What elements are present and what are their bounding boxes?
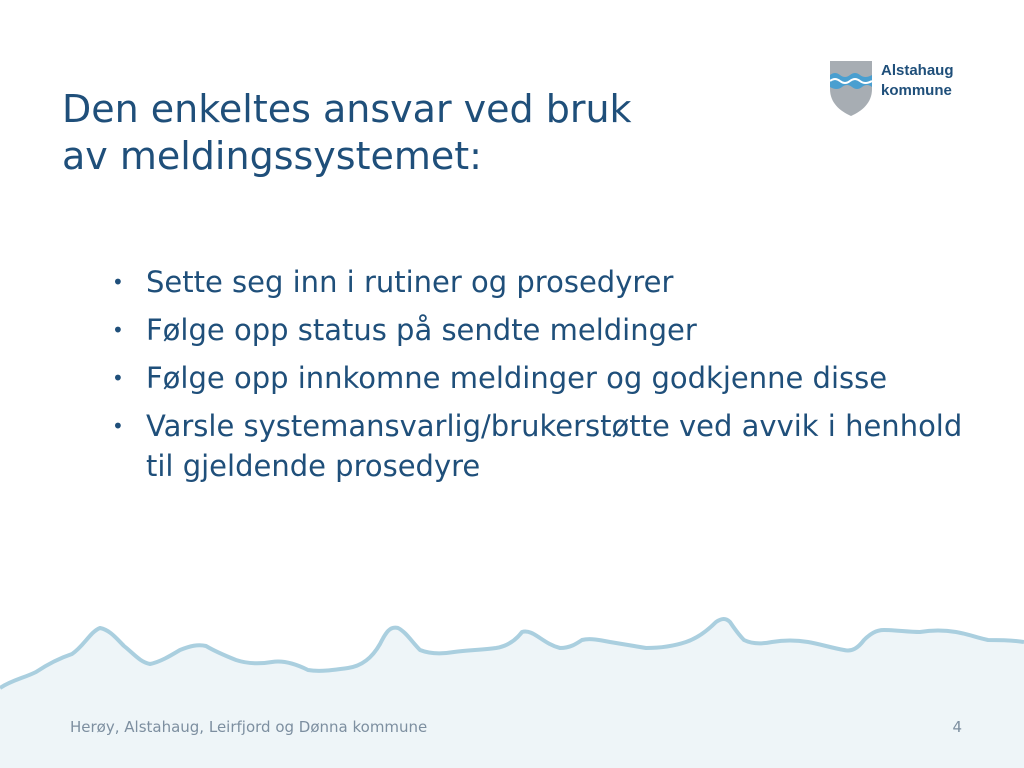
logo-text-line-1: Alstahaug bbox=[881, 62, 954, 79]
mountain-silhouette-decoration bbox=[0, 600, 1024, 768]
page-number: 4 bbox=[952, 718, 962, 736]
bullet-marker: • bbox=[112, 318, 124, 342]
logo-text bbox=[881, 61, 954, 101]
slide-title bbox=[62, 86, 632, 180]
municipality-logo bbox=[828, 59, 978, 119]
bullet-marker: • bbox=[112, 414, 124, 438]
logo-text-line-2: kommune bbox=[881, 82, 952, 99]
slide-title-line-1: Den enkeltes ansvar ved bruk bbox=[62, 87, 632, 131]
bullet-item bbox=[112, 406, 972, 486]
bullet-marker: • bbox=[112, 366, 124, 390]
bullet-item bbox=[112, 358, 972, 398]
footer-text: Herøy, Alstahaug, Leirfjord og Dønna kommune bbox=[70, 718, 428, 736]
bullet-text: Følge opp status på sendte meldinger bbox=[146, 313, 697, 347]
bullet-marker: • bbox=[112, 270, 124, 294]
bullet-list bbox=[112, 262, 972, 494]
bullet-item bbox=[112, 310, 972, 350]
bullet-item bbox=[112, 262, 972, 302]
bullet-text: Følge opp innkomne meldinger og godkjenne disse bbox=[146, 361, 888, 395]
slide-title-line-2: av meldingssystemet: bbox=[62, 134, 482, 178]
bullet-text: Sette seg inn i rutiner og prosedyrer bbox=[146, 265, 674, 299]
coat-of-arms-shield-icon bbox=[828, 59, 874, 117]
bullet-text: Varsle systemansvarlig/brukerstøtte ved avvik i henhold til gjeldende prosedyre bbox=[146, 409, 963, 483]
